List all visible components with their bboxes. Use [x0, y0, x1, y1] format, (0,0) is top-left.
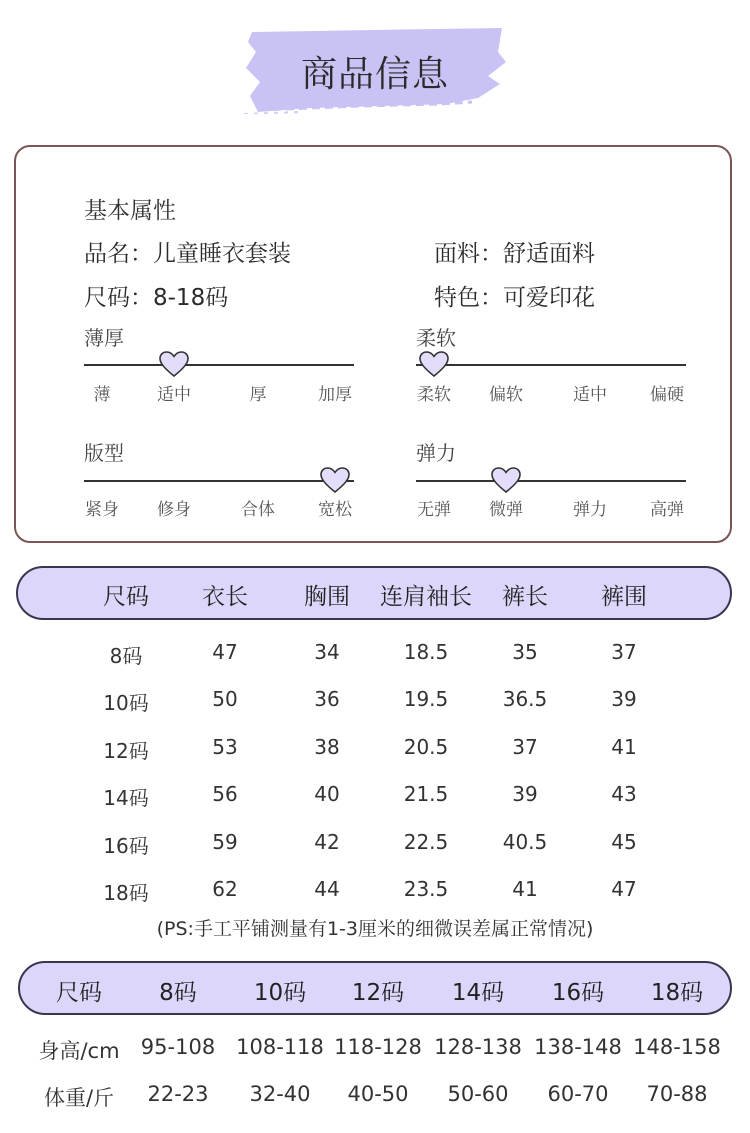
size-table-cell: 18码 [103, 881, 149, 905]
reference-table-header-cell: 10码 [253, 980, 307, 1006]
slider-option-label: 柔软 [417, 385, 451, 405]
slider-option-label: 弹力 [573, 500, 607, 520]
size-table-cell: 10码 [103, 691, 149, 716]
reference-table-cell: 138-148 [534, 1035, 622, 1059]
reference-table-header-cell: 14码 [451, 980, 505, 1006]
attribute-heading: 基本属性 [84, 198, 176, 224]
size-table-cell: 36 [314, 687, 340, 712]
size-table-cell: 47 [212, 640, 238, 664]
reference-table-cell: 40-50 [347, 1082, 409, 1106]
slider-option-label: 薄 [93, 385, 111, 405]
slider-title: 版型 [84, 441, 124, 465]
size-table-cell: 47 [611, 877, 637, 901]
size-table-cell: 8码 [109, 644, 143, 668]
reference-table-header-cell: 16码 [551, 980, 605, 1006]
size-table-cell: 40 [314, 782, 340, 807]
feature: 特色：可爱印花 [434, 285, 595, 311]
size-table-cell: 37 [512, 734, 538, 759]
size-table-cell: 40.5 [502, 829, 548, 854]
size-table-cell: 18.5 [403, 640, 449, 664]
page-title: 商品信息 [300, 54, 449, 95]
heart-marker-icon [419, 351, 449, 377]
heart-marker-icon [320, 467, 350, 493]
reference-table-header-cell: 8码 [159, 980, 197, 1006]
reference-table-cell: 50-60 [447, 1082, 509, 1106]
size-table-header-cell: 裤长 [502, 584, 548, 610]
slider-title: 薄厚 [84, 326, 124, 350]
fabric: 面料：舒适面料 [434, 241, 595, 267]
size-table-cell: 36.5 [502, 687, 548, 712]
size-table-cell: 41 [512, 877, 538, 901]
slider-option-label: 修身 [157, 500, 191, 520]
reference-table-cell: 118-128 [334, 1035, 422, 1059]
size-table-header-cell: 连肩袖长 [380, 584, 472, 610]
reference-table-cell: 22-23 [147, 1082, 209, 1106]
slider-option-label: 厚 [249, 385, 267, 405]
product-name: 品名：儿童睡衣套装 [84, 241, 291, 267]
size-table-cell: 56 [212, 782, 238, 807]
slider-option-label: 微弹 [489, 500, 523, 520]
slider-option-label: 加厚 [318, 385, 352, 405]
size-table-header-cell: 胸围 [304, 584, 350, 610]
reference-table-cell: 95-108 [140, 1035, 216, 1059]
slider-option-label: 宽松 [318, 500, 352, 520]
size-range: 尺码：8-18码 [84, 285, 229, 311]
slider-option-label: 合体 [241, 500, 275, 520]
measurement-note: (PS:手工平铺测量有1-3厘米的细微误差属正常情况) [156, 918, 594, 940]
size-table-cell: 42 [314, 829, 340, 854]
size-table-cell: 35 [512, 640, 538, 664]
slider-track [416, 364, 686, 366]
slider-track [416, 480, 686, 482]
reference-table-cell: 60-70 [547, 1082, 609, 1106]
size-table-cell: 62 [212, 877, 238, 901]
slider-option-label: 紧身 [85, 500, 119, 520]
size-table-cell: 53 [212, 734, 238, 759]
slider-option-label: 高弹 [650, 500, 684, 520]
size-table-cell: 59 [212, 829, 238, 854]
reference-row-label: 体重/斤 [43, 1086, 115, 1110]
size-table-cell: 12码 [103, 738, 149, 763]
reference-table-cell: 148-158 [633, 1035, 721, 1059]
page-title-block [240, 22, 510, 114]
slider-track [84, 364, 354, 366]
reference-table-cell: 108-118 [236, 1035, 324, 1059]
slider-title: 弹力 [416, 441, 456, 465]
slider-option-label: 无弹 [417, 500, 451, 520]
slider-option-label: 适中 [573, 385, 607, 405]
size-table-header-cell: 尺码 [103, 584, 149, 610]
reference-row-label: 身高/cm [38, 1039, 120, 1063]
size-table-cell: 21.5 [403, 782, 449, 807]
size-table-cell: 14码 [103, 786, 149, 811]
size-table-cell: 37 [611, 640, 637, 664]
size-table-cell: 23.5 [403, 877, 449, 901]
slider-option-label: 偏软 [489, 385, 523, 405]
reference-table-header-cell: 12码 [351, 980, 405, 1006]
heart-marker-icon [491, 467, 521, 493]
size-table-header-cell: 裤围 [601, 584, 647, 610]
size-table-cell: 41 [611, 734, 637, 759]
slider-option-label: 偏硬 [650, 385, 684, 405]
size-table-cell: 22.5 [403, 829, 449, 854]
heart-marker-icon [159, 351, 189, 377]
size-table-cell: 16码 [103, 833, 149, 858]
size-table-cell: 39 [512, 782, 538, 807]
slider-track [84, 480, 354, 482]
size-table-cell: 34 [314, 640, 340, 664]
reference-table-cell: 128-138 [434, 1035, 522, 1059]
slider-title: 柔软 [416, 326, 456, 350]
reference-table-cell: 32-40 [249, 1082, 311, 1106]
size-table-cell: 50 [212, 687, 238, 712]
reference-table-header-cell: 18码 [650, 980, 704, 1006]
reference-table-cell: 70-88 [646, 1082, 708, 1106]
size-table-cell: 20.5 [403, 734, 449, 759]
reference-table-header-cell: 尺码 [56, 980, 102, 1006]
size-table-cell: 44 [314, 877, 340, 901]
size-table-header-cell: 衣长 [202, 584, 248, 610]
size-table-cell: 19.5 [403, 687, 449, 712]
slider-option-label: 适中 [157, 385, 191, 405]
size-table-cell: 43 [611, 782, 637, 807]
size-table-cell: 39 [611, 687, 637, 712]
size-table-cell: 38 [314, 734, 340, 759]
size-table-cell: 45 [611, 829, 637, 854]
